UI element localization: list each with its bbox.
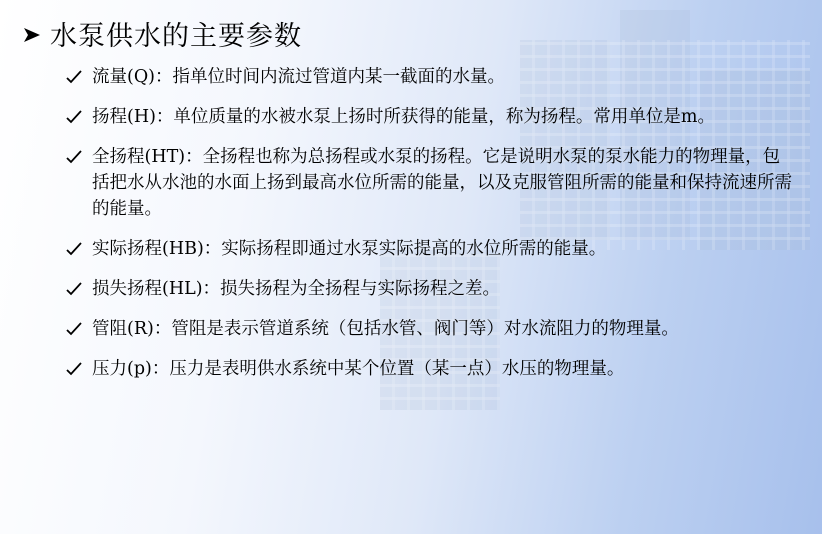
bullet-list bbox=[66, 64, 796, 396]
slide-title-row bbox=[22, 14, 302, 53]
bullet-item bbox=[66, 104, 796, 130]
bullet-item bbox=[66, 64, 796, 90]
check-icon bbox=[66, 110, 82, 124]
check-icon bbox=[66, 362, 82, 376]
bullet-item bbox=[66, 144, 796, 222]
bullet-text: 管阻(R)：管阻是表示管道系统（包括水管、阀门等）对水流阻力的物理量。 bbox=[92, 319, 679, 339]
bullet-item bbox=[66, 356, 796, 382]
bullet-text: 实际扬程(HB)：实际扬程即通过水泵实际提高的水位所需的能量。 bbox=[92, 239, 607, 259]
check-icon bbox=[66, 242, 82, 256]
bullet-item bbox=[66, 236, 796, 262]
slide-title: 水泵供水的主要参数 bbox=[50, 21, 302, 52]
bullet-text: 压力(p)：压力是表明供水系统中某个位置（某一点）水压的物理量。 bbox=[92, 359, 625, 379]
arrow-head-icon bbox=[22, 25, 42, 45]
check-icon bbox=[66, 150, 82, 164]
bullet-text: 流量(Q)：指单位时间内流过管道内某一截面的水量。 bbox=[92, 67, 506, 87]
bullet-text: 损失扬程(HL)：损失扬程为全扬程与实际扬程之差。 bbox=[92, 279, 501, 299]
check-icon bbox=[66, 70, 82, 84]
check-icon bbox=[66, 282, 82, 296]
bullet-item bbox=[66, 276, 796, 302]
bullet-text: 扬程(H)：单位质量的水被水泵上扬时所获得的能量，称为扬程。常用单位是m。 bbox=[92, 107, 716, 127]
bullet-item bbox=[66, 316, 796, 342]
bullet-text: 全扬程(HT)：全扬程也称为总扬程或水泵的扬程。它是说明水泵的泵水能力的物理量，包括把水从水池的水面上扬到最高水位所需的能量，以及克服管阻所需的能量和保持流速所需的能量。 bbox=[92, 147, 792, 219]
check-icon bbox=[66, 322, 82, 336]
